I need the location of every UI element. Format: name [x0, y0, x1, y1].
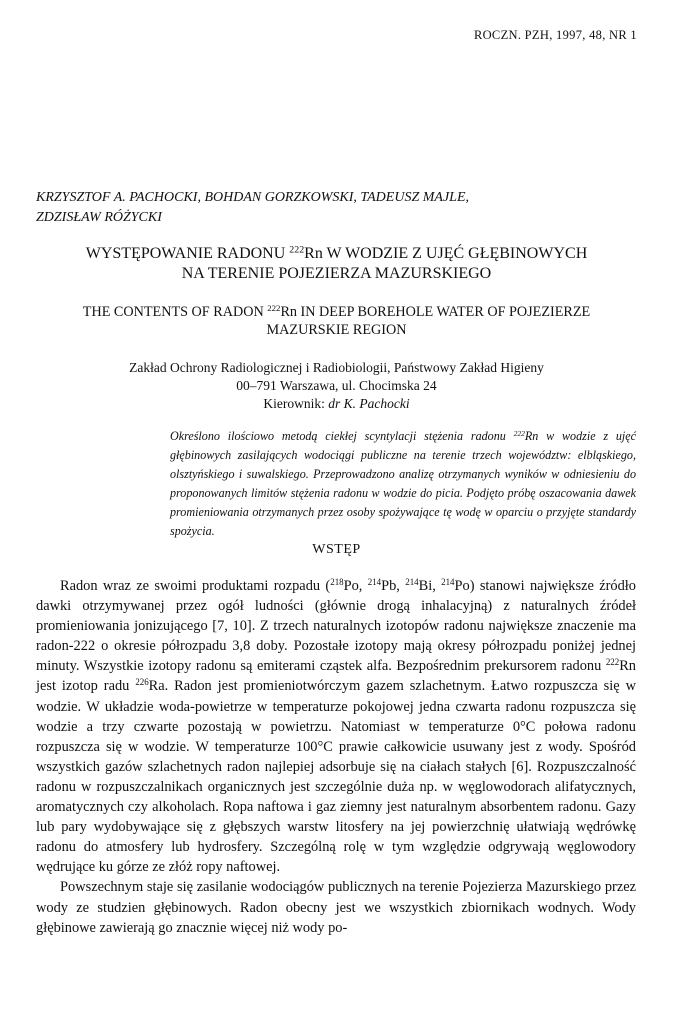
- text-run: Bi,: [418, 578, 442, 594]
- title-text: WYSTĘPOWANIE RADONU: [85, 245, 290, 262]
- title-line: NA TERENIE POJEZIERZA MAZURSKIEGO: [181, 265, 492, 282]
- isotope-superscript: 214: [367, 577, 382, 588]
- address: 00–791 Warszawa, ul. Chocimska 24: [236, 378, 437, 393]
- abstract: [170, 427, 636, 541]
- article-title-polish: [30, 244, 643, 284]
- institution: Zakład Ochrony Radiologicznej i Radiobiologii, Państwowy Zakład Higieny: [129, 360, 544, 375]
- article-title-english: [30, 303, 643, 339]
- text-run: Radon wraz ze swoimi produktami rozpadu (: [60, 578, 331, 594]
- department-head: [30, 395, 643, 413]
- text-run: Po) stanowi największe źródło dawki otrzymywanej przez ogół ludności (głównie drogą inhalacyjną) z naturalnych źródeł promieniowania jonizującego [7, 10]. Z trzech naturalnych izotopów radonu największe znaczenie ma radon-222 o okresie półrozpadu 3,8 doby. Pozostałe izotopy mają okresy półrozpadu poniżej jednej minuty. Wszystkie izotopy radonu są emiterami cząstek alfa. Bezpośrednim prekursorem radonu: [36, 578, 636, 675]
- isotope-superscript: 214: [441, 577, 455, 588]
- author-line: KRZYSZTOF A. PACHOCKI, BOHDAN GORZKOWSKI, TADEUSZ MAJLE,: [36, 190, 470, 205]
- author-line: ZDZISŁAW RÓŻYCKI: [36, 210, 162, 225]
- abstract-text: Rn w wodzie z ujęć głębinowych zasilających wodociągi publiczne na terenie trzech województw: elbląskiego, olsztyńskiego i suwalskiego. Przeprowadzono analizę otrzymanych wyników w odniesieniu do proponowanych limitów stężenia radonu w wodzie do picia. Podjęto próbę oszacowania dawek promieniowania otrzymanych przez osoby spożywające tę wodę w oparciu o przyjęte standardy spożycia.: [170, 429, 636, 538]
- title-text: THE CONTENTS OF RADON: [82, 304, 268, 320]
- text-run: Po,: [343, 578, 368, 594]
- isotope-superscript: 222: [605, 657, 620, 668]
- title-line: [30, 303, 643, 321]
- isotope-superscript: 226: [135, 677, 149, 688]
- section-heading: WSTĘP: [312, 542, 361, 557]
- text-run: Rn jest izotop radu: [36, 658, 636, 695]
- author-list: [36, 188, 636, 228]
- article-body: [36, 576, 636, 938]
- paragraph: [36, 576, 636, 877]
- isotope-superscript: 222: [513, 428, 525, 438]
- isotope-superscript: 222: [267, 303, 281, 314]
- text-run: Pb,: [381, 578, 406, 594]
- paragraph: Powszechnym staje się zasilanie wodociągów publicznych na terenie Pojezierza Mazurskiego przez wody ze studzien głębinowych. Radon obecny jest we wszystkich zbiornikach wodnych. Wody głębinowe zawierają go znacznie więcej niż wody po-: [36, 879, 636, 936]
- isotope-superscript: 218: [330, 577, 344, 588]
- isotope-superscript: 222: [289, 244, 305, 256]
- affiliation: [30, 359, 643, 413]
- isotope-superscript: 214: [405, 577, 419, 588]
- title-line: MAZURSKIE REGION: [266, 322, 407, 338]
- title-line: [30, 244, 643, 264]
- abstract-text: Określono ilościowo metodą ciekłej scyntylacji stężenia radonu: [170, 429, 514, 443]
- title-text: Rn W WODZIE Z UJĘĆ GŁĘBINOWYCH: [304, 245, 588, 262]
- title-text: Rn IN DEEP BOREHOLE WATER OF POJEZIERZE: [280, 304, 591, 320]
- journal-header: ROCZN. PZH, 1997, 48, NR 1: [473, 28, 637, 42]
- text-run: Ra. Radon jest promieniotwórczym gazem szlachetnym. Łatwo rozpuszcza się w wodzie. W układzie woda-powietrze w temperaturze pokojowej jedna czwarta radonu rozpuszcza się wodzie a trzy czwarte pozostają w powietrzu. Natomiast w temperaturze 0°C połowa radonu rozpuszcza się w wodzie. W temperaturze 100°C prawie całkowicie usuwany jest z wody. Spośród wszystkich gazów szlachetnych radon najlepiej adsorbuje się na ciałach stałych [6]. Rozpuszczalność radonu w rozpuszczalnikach organicznych jest szczególnie duża np. w węglowodorach alifatycznych, aromatycznych czy alkoholach. Ropa naftowa i gaz ziemny jest naturalnym absorbentem radonu. Gazy lub pary wydobywające się z głębszych warstw litosfery na jej powierzchnię ułatwiają wędrówkę radonu do atmosfery lub hydrosfery. Szczególną rolę w tym względzie odgrywają węglowodory wędrujące ku górze ze złóż ropy naftowej.: [36, 678, 636, 876]
- head-name: dr K. Pachocki: [328, 396, 410, 411]
- head-label: Kierownik:: [263, 396, 329, 411]
